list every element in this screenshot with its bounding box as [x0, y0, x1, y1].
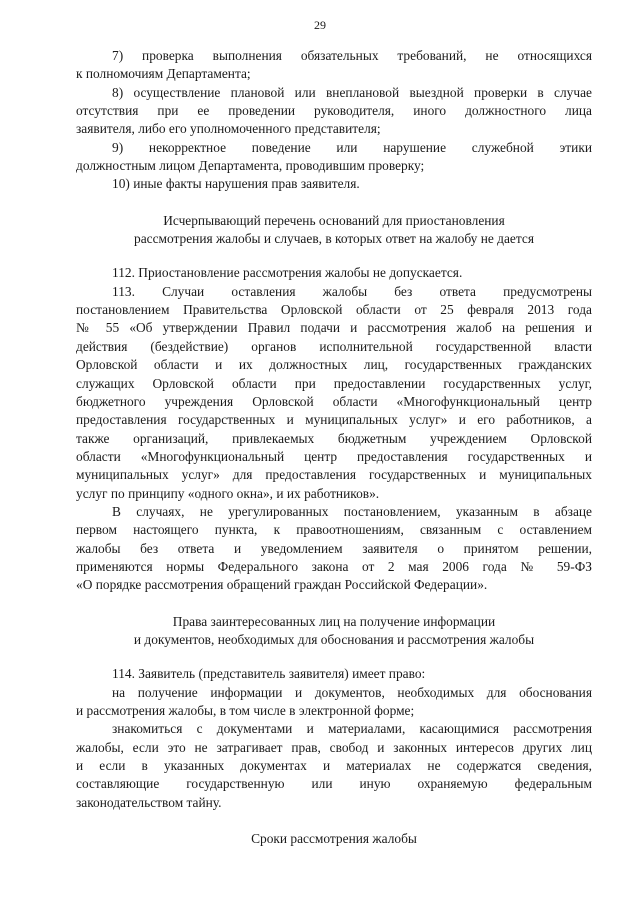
text-line: жалобы, если это не затрагивает прав, свобод и законных интересов других лиц	[76, 739, 592, 755]
text-line: № 55 «Об утверждении Правил подачи и рассмотрения жалоб на решения и	[76, 320, 592, 336]
violations-list-section	[76, 47, 592, 194]
information-rights-section	[76, 665, 592, 812]
text-line: 10) иные факты нарушения прав заявителя.	[112, 176, 360, 192]
suspension-grounds-section	[76, 264, 592, 594]
text-line: предоставления государственных и муниципальных услуг» и его работников, а	[76, 412, 592, 428]
text-line: постановлением Правительства Орловской области от 25 февраля 2013 года	[76, 302, 592, 318]
text-line: жалобы без ответа и уведомлением заявителя о принятом решении,	[76, 540, 592, 556]
text-line: и рассмотрения жалобы, в том числе в электронной форме;	[76, 703, 415, 718]
page-number: 29	[314, 18, 326, 32]
text-line: Орловской области и их должностных лиц, государственных гражданских	[76, 357, 592, 373]
text-line: служащих Орловской области при предоставлении государственных услуг,	[76, 375, 592, 391]
text-line: должностным лицом Департамента, проводившим проверку;	[76, 158, 425, 174]
text-line: В случаях, не урегулированных постановлением, указанным в абзаце	[112, 503, 592, 519]
text-line: 112. Приостановление рассмотрения жалобы не допускается.	[112, 265, 463, 281]
text-line: составляющие государственную или иную охраняемую федеральным	[76, 776, 592, 792]
heading-line: Исчерпывающий перечень оснований для приостановления	[163, 212, 505, 228]
text-line: также организаций, привлекаемых бюджетным учреждением Орловской	[76, 430, 592, 446]
text-line: услуг по принципу «одного окна», и их работников».	[76, 485, 380, 501]
text-line: законодательством тайну.	[76, 794, 222, 810]
text-line: к полномочиям Департамента;	[76, 66, 251, 82]
heading-line: и документов, необходимых для обоснования и рассмотрения жалобы	[133, 631, 535, 647]
section-heading-review-terms	[76, 830, 592, 848]
text-line: действия (бездействие) органов исполнительной государственной власти	[76, 338, 592, 354]
text-line: 113. Случаи оставления жалобы без ответа предусмотрены	[112, 283, 592, 299]
section-heading-information-rights	[76, 613, 592, 650]
text-line: муниципальных услуг» для предоставления государственных и муниципальных	[76, 467, 592, 483]
section-heading-suspension-grounds	[76, 212, 592, 249]
text-line: отсутствия при ее проведении руководителя, иного должностного лица	[76, 103, 592, 119]
text-line: на получение информации и документов, необходимых для обоснования	[112, 684, 592, 700]
text-line: применяются нормы Федерального закона от 2 мая 2006 года № 59-ФЗ	[76, 558, 592, 574]
page-content	[76, 47, 592, 848]
heading-line: Права заинтересованных лиц на получение информации	[172, 613, 496, 629]
text-line: и если в указанных документах и материалах не содержатся сведения,	[76, 758, 592, 774]
text-line: 7) проверка выполнения обязательных требований, не относящихся	[112, 48, 592, 63]
text-line: знакомиться с документами и материалами, касающимися рассмотрения	[112, 721, 592, 737]
text-line: первом настоящего пункта, к правоотношениям, связанным с оставлением	[76, 522, 592, 538]
text-line: области «Многофункциональный центр предоставления государственных и	[76, 448, 592, 464]
text-line: 114. Заявитель (представитель заявителя) имеет право:	[112, 666, 426, 682]
heading-line: рассмотрения жалобы и случаев, в которых ответ на жалобу не дается	[134, 231, 534, 247]
text-line: бюджетного учреждения Орловской области «Многофункциональный центр	[76, 393, 592, 409]
text-line: «О порядке рассмотрения обращений граждан Российской Федерации».	[76, 577, 488, 593]
text-line: 9) некорректное поведение или нарушение служебной этики	[112, 139, 592, 155]
heading-line: Сроки рассмотрения жалобы	[251, 831, 417, 847]
text-line: заявителя, либо его уполномоченного представителя;	[76, 121, 381, 137]
text-line: 8) осуществление плановой или внеплановой выездной проверки в случае	[112, 84, 592, 100]
